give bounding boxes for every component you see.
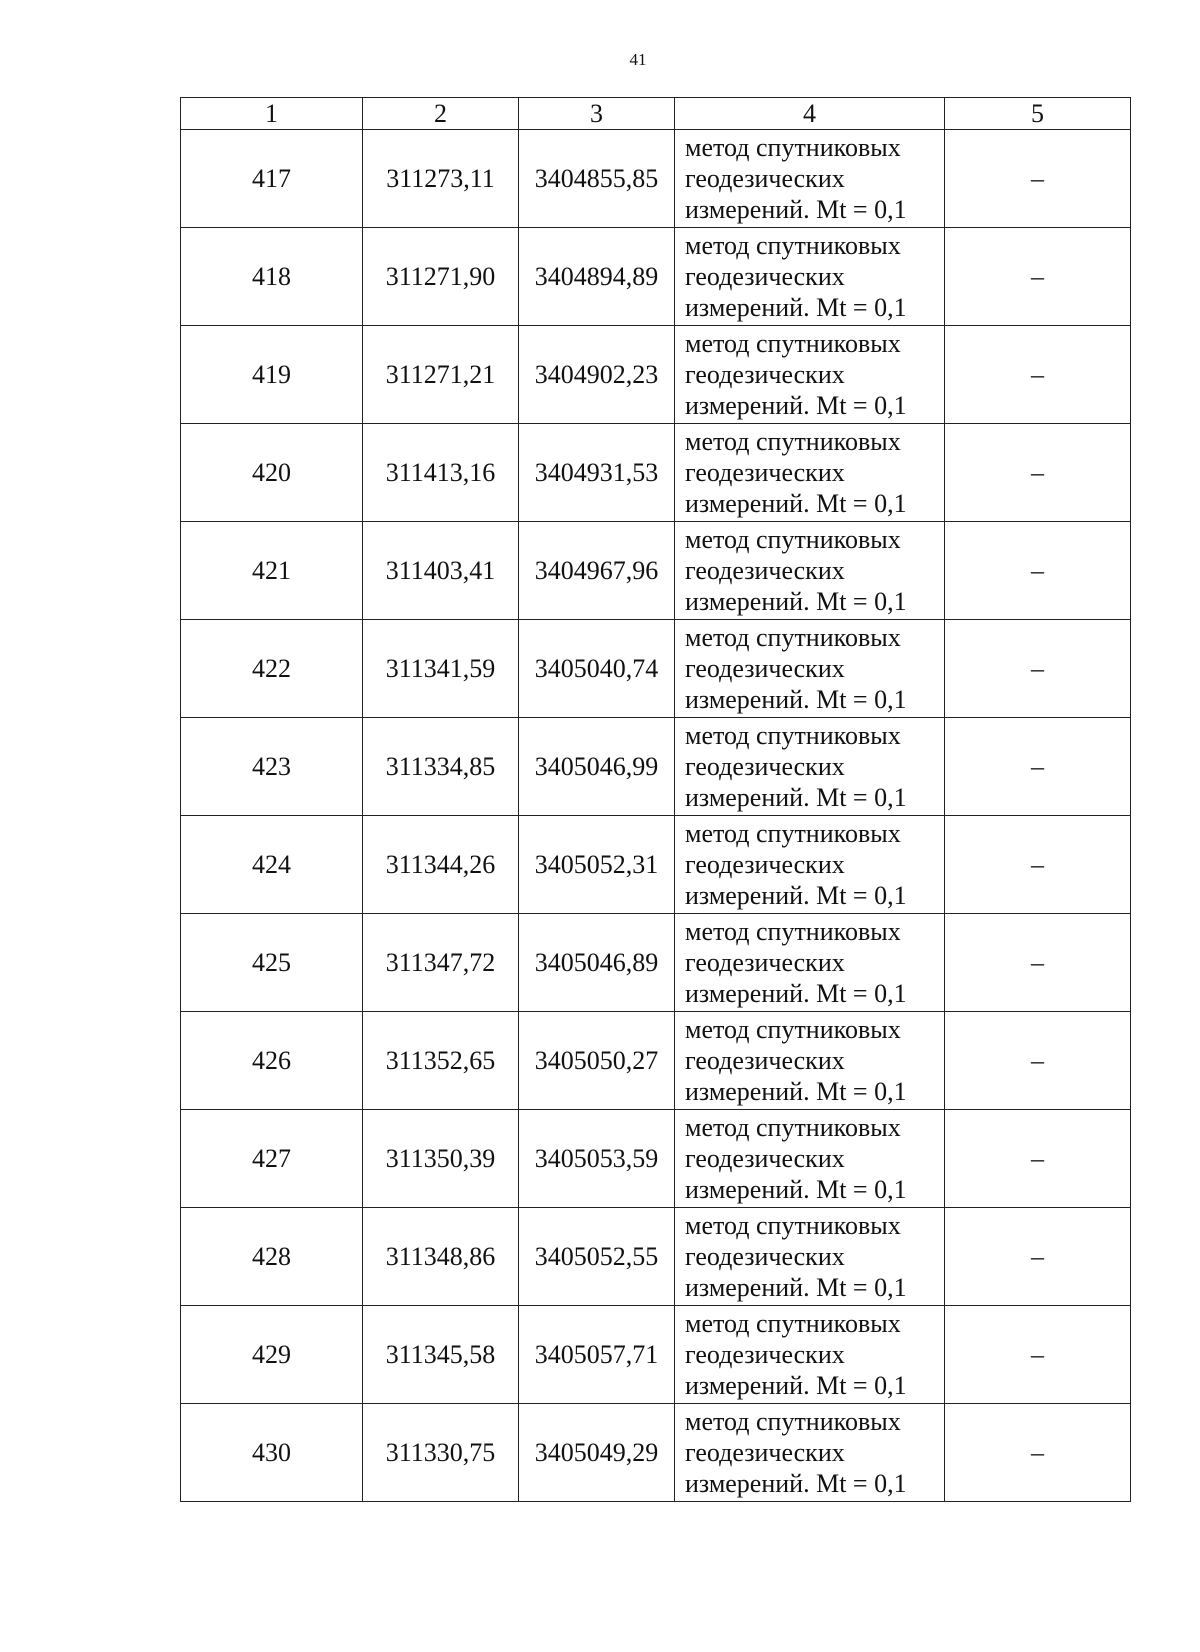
y-coordinate-cell: 3404894,89 [519, 228, 675, 326]
y-coordinate-cell: 3405057,71 [519, 1306, 675, 1404]
method-cell [675, 522, 945, 620]
method-cell [675, 620, 945, 718]
method-line: геодезических [685, 752, 845, 781]
y-coordinate-cell: 3405052,31 [519, 816, 675, 914]
column-5-cell: – [945, 130, 1131, 228]
method-line: геодезических [685, 262, 845, 291]
y-coordinate-cell: 3404931,53 [519, 424, 675, 522]
method-line: метод спутниковых [685, 329, 901, 358]
method-line: геодезических [685, 1340, 845, 1369]
x-coordinate-cell: 311350,39 [363, 1110, 519, 1208]
column-5-cell: – [945, 1208, 1131, 1306]
column-5-cell: – [945, 816, 1131, 914]
point-number-cell: 421 [181, 522, 363, 620]
column-header-1: 1 [181, 98, 363, 130]
y-coordinate-cell: 3405052,55 [519, 1208, 675, 1306]
method-line: геодезических [685, 1242, 845, 1271]
method-line: измерений. Mt = 0,1 [685, 979, 907, 1008]
method-line: геодезических [685, 458, 845, 487]
method-line: измерений. Mt = 0,1 [685, 881, 907, 910]
method-cell [675, 326, 945, 424]
column-5-cell: – [945, 1306, 1131, 1404]
method-line: метод спутниковых [685, 819, 901, 848]
method-line: геодезических [685, 164, 845, 193]
x-coordinate-cell: 311413,16 [363, 424, 519, 522]
method-line: геодезических [685, 1144, 845, 1173]
point-number-cell: 425 [181, 914, 363, 1012]
table-row [181, 130, 1131, 228]
method-cell [675, 1012, 945, 1110]
x-coordinate-cell: 311352,65 [363, 1012, 519, 1110]
method-line: измерений. Mt = 0,1 [685, 391, 907, 420]
method-line: метод спутниковых [685, 917, 901, 946]
method-line: измерений. Mt = 0,1 [685, 1371, 907, 1400]
table-row [181, 1208, 1131, 1306]
table-row [181, 228, 1131, 326]
column-5-cell: – [945, 914, 1131, 1012]
method-cell [675, 1208, 945, 1306]
method-line: геодезических [685, 1438, 845, 1467]
table-row [181, 816, 1131, 914]
method-line: метод спутниковых [685, 133, 901, 162]
y-coordinate-cell: 3405040,74 [519, 620, 675, 718]
method-line: метод спутниковых [685, 231, 901, 260]
method-line: геодезических [685, 948, 845, 977]
table-row [181, 914, 1131, 1012]
x-coordinate-cell: 311345,58 [363, 1306, 519, 1404]
method-cell [675, 130, 945, 228]
method-line: измерений. Mt = 0,1 [685, 489, 907, 518]
method-line: измерений. Mt = 0,1 [685, 195, 907, 224]
method-line: измерений. Mt = 0,1 [685, 1273, 907, 1302]
method-line: геодезических [685, 1046, 845, 1075]
table-row [181, 522, 1131, 620]
table-row [181, 1110, 1131, 1208]
point-number-cell: 422 [181, 620, 363, 718]
point-number-cell: 427 [181, 1110, 363, 1208]
table-row [181, 326, 1131, 424]
x-coordinate-cell: 311271,90 [363, 228, 519, 326]
table-row [181, 424, 1131, 522]
method-line: геодезических [685, 654, 845, 683]
column-5-cell: – [945, 326, 1131, 424]
y-coordinate-cell: 3405046,99 [519, 718, 675, 816]
method-line: метод спутниковых [685, 1407, 901, 1436]
table-header-row [181, 98, 1131, 130]
column-5-cell: – [945, 1110, 1131, 1208]
point-number-cell: 420 [181, 424, 363, 522]
column-5-cell: – [945, 228, 1131, 326]
column-5-cell: – [945, 718, 1131, 816]
y-coordinate-cell: 3405053,59 [519, 1110, 675, 1208]
method-cell [675, 1306, 945, 1404]
method-cell [675, 718, 945, 816]
method-line: измерений. Mt = 0,1 [685, 1077, 907, 1106]
column-header-4: 4 [675, 98, 945, 130]
method-cell [675, 914, 945, 1012]
column-header-2: 2 [363, 98, 519, 130]
method-line: метод спутниковых [685, 427, 901, 456]
column-5-cell: – [945, 1012, 1131, 1110]
table-row [181, 1306, 1131, 1404]
method-line: метод спутниковых [685, 1309, 901, 1338]
x-coordinate-cell: 311341,59 [363, 620, 519, 718]
method-line: геодезических [685, 360, 845, 389]
x-coordinate-cell: 311330,75 [363, 1404, 519, 1502]
method-line: метод спутниковых [685, 721, 901, 750]
method-cell [675, 816, 945, 914]
table-row [181, 620, 1131, 718]
method-line: метод спутниковых [685, 1015, 901, 1044]
column-header-3: 3 [519, 98, 675, 130]
y-coordinate-cell: 3405049,29 [519, 1404, 675, 1502]
method-cell [675, 228, 945, 326]
y-coordinate-cell: 3404967,96 [519, 522, 675, 620]
column-header-5: 5 [945, 98, 1131, 130]
point-number-cell: 419 [181, 326, 363, 424]
method-line: метод спутниковых [685, 623, 901, 652]
method-line: метод спутниковых [685, 1113, 901, 1142]
point-number-cell: 424 [181, 816, 363, 914]
method-line: измерений. Mt = 0,1 [685, 1469, 907, 1498]
point-number-cell: 430 [181, 1404, 363, 1502]
table-row [181, 1012, 1131, 1110]
point-number-cell: 418 [181, 228, 363, 326]
method-line: измерений. Mt = 0,1 [685, 293, 907, 322]
table-row [181, 718, 1131, 816]
column-5-cell: – [945, 424, 1131, 522]
method-cell [675, 1110, 945, 1208]
method-line: измерений. Mt = 0,1 [685, 783, 907, 812]
method-line: геодезических [685, 556, 845, 585]
x-coordinate-cell: 311273,11 [363, 130, 519, 228]
method-line: измерений. Mt = 0,1 [685, 1175, 907, 1204]
method-cell [675, 1404, 945, 1502]
point-number-cell: 423 [181, 718, 363, 816]
x-coordinate-cell: 311334,85 [363, 718, 519, 816]
table-row [181, 1404, 1131, 1502]
method-line: метод спутниковых [685, 1211, 901, 1240]
point-number-cell: 428 [181, 1208, 363, 1306]
point-number-cell: 429 [181, 1306, 363, 1404]
column-5-cell: – [945, 620, 1131, 718]
y-coordinate-cell: 3405050,27 [519, 1012, 675, 1110]
x-coordinate-cell: 311271,21 [363, 326, 519, 424]
point-number-cell: 426 [181, 1012, 363, 1110]
coordinates-table [180, 97, 1131, 1502]
point-number-cell: 417 [181, 130, 363, 228]
column-5-cell: – [945, 1404, 1131, 1502]
column-5-cell: – [945, 522, 1131, 620]
method-line: метод спутниковых [685, 525, 901, 554]
x-coordinate-cell: 311344,26 [363, 816, 519, 914]
y-coordinate-cell: 3404902,23 [519, 326, 675, 424]
method-cell [675, 424, 945, 522]
page-number: 41 [629, 50, 647, 69]
method-line: измерений. Mt = 0,1 [685, 685, 907, 714]
x-coordinate-cell: 311347,72 [363, 914, 519, 1012]
method-line: измерений. Mt = 0,1 [685, 587, 907, 616]
y-coordinate-cell: 3405046,89 [519, 914, 675, 1012]
x-coordinate-cell: 311403,41 [363, 522, 519, 620]
y-coordinate-cell: 3404855,85 [519, 130, 675, 228]
x-coordinate-cell: 311348,86 [363, 1208, 519, 1306]
method-line: геодезических [685, 850, 845, 879]
